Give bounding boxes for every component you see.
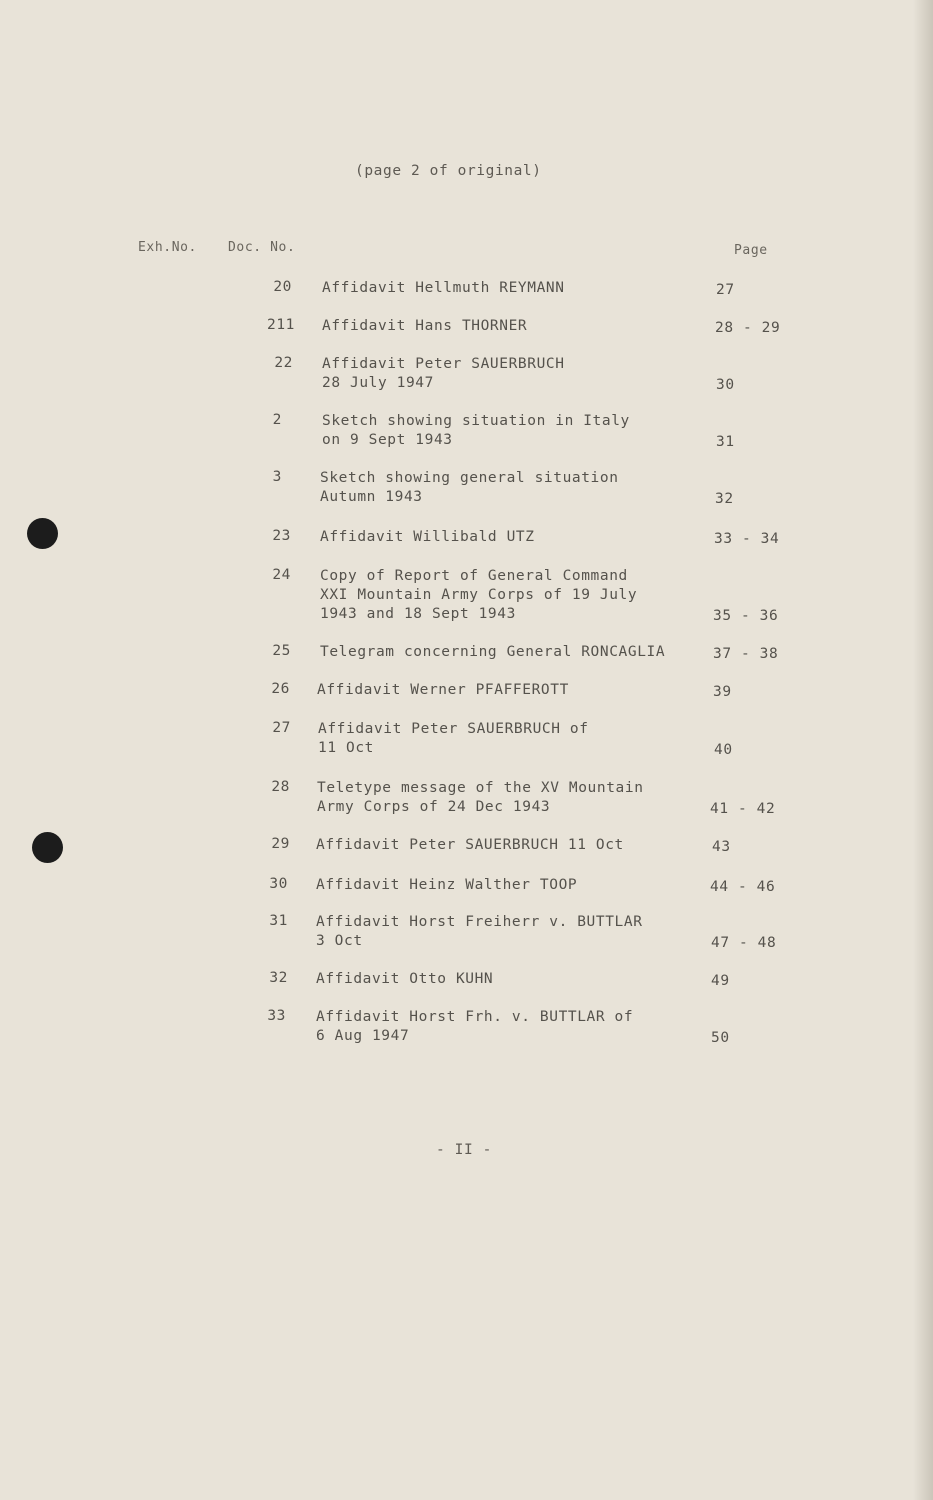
page-reference: 37 - 38 — [713, 646, 779, 662]
page-reference: 30 — [716, 377, 735, 393]
entry-description — [316, 913, 643, 951]
entry-description — [318, 720, 589, 758]
description-line: Affidavit Willibald UTZ — [320, 529, 535, 545]
description-line: Affidavit Horst Freiherr v. BUTTLAR — [316, 914, 643, 930]
page-reference: 49 — [711, 973, 730, 989]
page-reference: 35 - 36 — [713, 608, 779, 624]
entry-description — [320, 567, 637, 624]
doc-number: 23 — [272, 528, 291, 544]
doc-number: 27 — [272, 720, 291, 736]
punch-hole-bottom — [32, 832, 63, 863]
column-header-page: Page — [734, 243, 768, 258]
entry-description — [322, 317, 527, 336]
page-reference: 32 — [715, 491, 734, 507]
entry-description — [322, 412, 630, 450]
description-line: Affidavit Peter SAUERBRUCH 11 Oct — [316, 837, 624, 853]
entry-description — [316, 836, 624, 855]
description-line: Sketch showing situation in Italy — [322, 413, 630, 429]
entry-description — [316, 876, 577, 895]
entry-description — [322, 355, 565, 393]
entry-description — [316, 970, 493, 989]
description-line: on 9 Sept 1943 — [322, 432, 453, 448]
doc-number: 28 — [271, 779, 290, 795]
entry-description — [320, 469, 619, 507]
description-line: 11 Oct — [318, 740, 374, 756]
doc-number: 33 — [267, 1008, 286, 1024]
doc-number: 2 — [272, 412, 282, 428]
description-line: Army Corps of 24 Dec 1943 — [317, 799, 551, 815]
column-header-exh-no: Exh.No. — [138, 240, 197, 255]
page-edge-shadow — [913, 0, 933, 1500]
doc-number: 25 — [272, 643, 291, 659]
punch-hole-top — [27, 518, 58, 549]
page-reference: 50 — [711, 1030, 730, 1046]
doc-number: 29 — [271, 836, 290, 852]
description-line: Affidavit Heinz Walther TOOP — [316, 877, 578, 893]
entry-description — [317, 681, 569, 700]
entry-description — [320, 643, 665, 662]
doc-number: 26 — [271, 681, 290, 697]
doc-number: 30 — [269, 876, 288, 892]
description-line: Sketch showing general situation — [320, 470, 619, 486]
page-reference: 40 — [714, 742, 733, 758]
description-line: Telegram concerning General RONCAGLIA — [320, 644, 666, 660]
page-reference: 41 - 42 — [710, 801, 776, 817]
description-line: Affidavit Peter SAUERBRUCH of — [318, 721, 589, 737]
description-line: Affidavit Peter SAUERBRUCH — [322, 356, 565, 372]
description-line: 3 Oct — [316, 933, 363, 949]
entry-description — [316, 1008, 633, 1046]
page-reference: 28 - 29 — [715, 320, 781, 336]
doc-number: 31 — [269, 913, 288, 929]
description-line: 28 July 1947 — [322, 375, 434, 391]
column-header-doc-no: Doc. No. — [228, 240, 296, 255]
page-reference: 47 - 48 — [711, 935, 777, 951]
description-line: 1943 and 18 Sept 1943 — [320, 606, 516, 622]
doc-number: 22 — [274, 355, 293, 371]
entry-description — [322, 279, 565, 298]
page-reference: 33 - 34 — [714, 531, 780, 547]
original-page-note: (page 2 of original) — [355, 163, 542, 179]
page-reference: 31 — [716, 434, 735, 450]
doc-number: 3 — [272, 469, 282, 485]
doc-number: 211 — [267, 317, 295, 333]
page-reference: 27 — [716, 282, 735, 298]
page-reference: 39 — [713, 684, 732, 700]
description-line: Teletype message of the XV Mountain — [317, 780, 644, 796]
description-line: Affidavit Horst Frh. v. BUTTLAR of — [316, 1009, 634, 1025]
doc-number: 24 — [272, 567, 291, 583]
description-line: Affidavit Werner PFAFFEROTT — [317, 682, 569, 698]
description-line: Affidavit Hellmuth REYMANN — [322, 280, 565, 296]
doc-number: 32 — [269, 970, 288, 986]
description-line: Affidavit Otto KUHN — [316, 971, 494, 987]
doc-number: 20 — [273, 279, 292, 295]
description-line: Affidavit Hans THORNER — [322, 318, 528, 334]
entry-description — [320, 528, 535, 547]
page-reference: 43 — [712, 839, 731, 855]
description-line: Autumn 1943 — [320, 489, 423, 505]
page-reference: 44 - 46 — [710, 879, 776, 895]
description-line: 6 Aug 1947 — [316, 1028, 410, 1044]
entry-description — [317, 779, 644, 817]
page-number-footer: - II - — [436, 1142, 492, 1158]
description-line: Copy of Report of General Command — [320, 568, 628, 584]
description-line: XXI Mountain Army Corps of 19 July — [320, 587, 638, 603]
